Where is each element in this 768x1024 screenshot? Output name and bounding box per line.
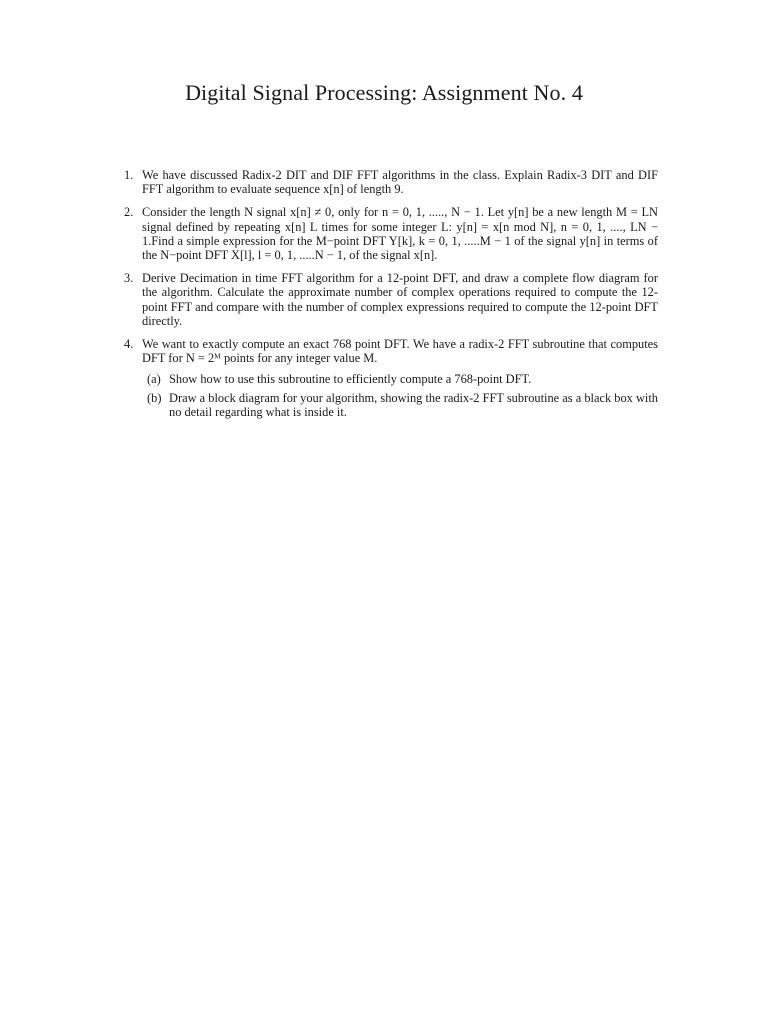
subpart-label: (a) <box>147 372 161 387</box>
subpart-text: Draw a block diagram for your algorithm, showing the radix-2 FFT subroutine as a black box with no detail regarding what is inside it. <box>169 390 658 419</box>
problem-item <box>122 168 658 196</box>
problem-number: 2. <box>124 205 134 220</box>
subpart-list <box>142 372 658 419</box>
problem-number: 4. <box>124 337 134 352</box>
problem-number: 1. <box>124 168 134 182</box>
problem-item <box>122 205 658 262</box>
subpart-item <box>142 391 658 419</box>
problem-text: Consider the length N signal x[n] ≠ 0, only for n = 0, 1, ....., N − 1. Let y[n] be a new length M = LN signal defined by repeating x[n] L times for some integer L: y[n] = x[n mod N], n = 0, 1, ...., LN − 1.Find a simple expression for the M−point DFT Y[k], k = 0, 1, .....M − 1 of the signal y[n] in terms of the N−point DFT X[l], l = 0, 1, .....N − 1, of the signal x[n]. <box>142 205 658 263</box>
problem-text: Derive Decimation in time FFT algorithm for a 12-point DFT, and draw a complete flow diagram for the algorithm. Calculate the approximate number of complex operations required to compute the 12-point FFT and compare with the number of complex expressions required to compute the 12-point DFT directly. <box>142 271 658 328</box>
subpart-text: Show how to use this subroutine to efficiently compute a 768-point DFT. <box>169 372 532 387</box>
subpart-label: (b) <box>147 390 162 405</box>
problem-text: We have discussed Radix-2 DIT and DIF FFT algorithms in the class. Explain Radix-3 DIT and DIF FFT algorithm to evaluate sequence x[n] of length 9. <box>142 168 658 197</box>
problem-number: 3. <box>124 271 134 286</box>
problem-item <box>122 271 658 328</box>
document-title: Digital Signal Processing: Assignment No. 4 <box>185 80 583 105</box>
problem-text: We want to exactly compute an exact 768 point DFT. We have a radix-2 FFT subroutine that computes DFT for N = 2ᴹ points for any integer value M. <box>142 337 658 366</box>
problem-item <box>122 337 658 419</box>
subpart-item <box>142 372 658 386</box>
problem-list <box>122 168 658 428</box>
